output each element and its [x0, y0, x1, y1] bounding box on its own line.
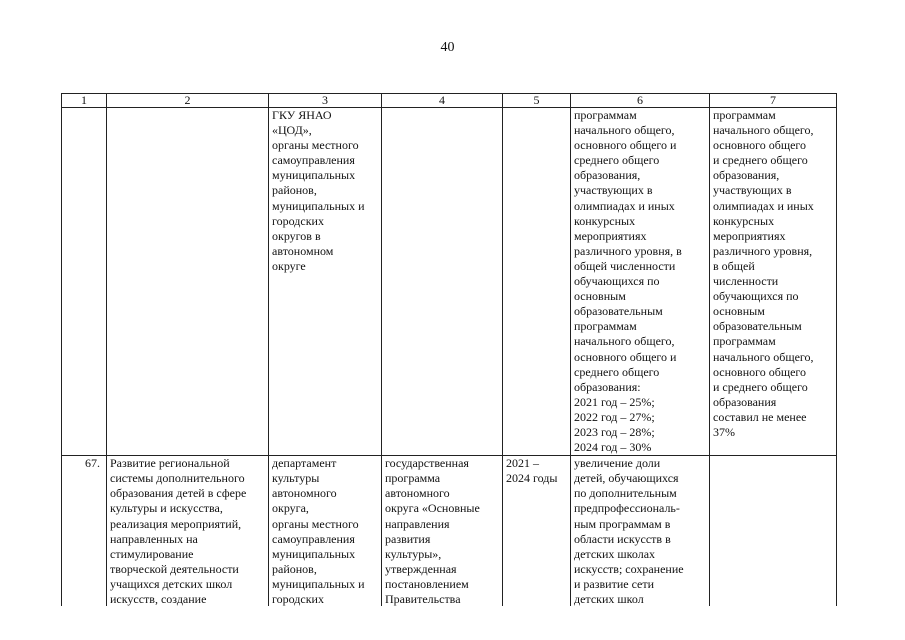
column-header: 6 — [571, 94, 710, 108]
responsible-cell: департамент культуры автономного округа, органы местного самоуправления муниципальных районов, муниципальных и городских — [269, 456, 382, 608]
period-cell: 2021 – 2024 годы — [503, 456, 571, 608]
result-cell — [710, 456, 837, 608]
result-cell: программам начального общего, основного общего и среднего общего образования, участвующих в олимпиадах и иных конкурсных мероприятиях различного уровня, в общей численности обучающихся по основным образовательным программам начального общего, основного общего и среднего общего образования составил не менее 37% — [710, 108, 837, 456]
target-cell: увеличение доли детей, обучающихся по дополнительным предпрофессиональ- ным программам в области искусств в детских школах искусств; сохранение и развитие сети детских школ — [571, 456, 710, 608]
page-number: 40 — [440, 40, 455, 55]
column-header: 5 — [503, 94, 571, 108]
column-header: 3 — [269, 94, 382, 108]
basis-cell: государственная программа автономного округа «Основные направления развития культуры», утвержденная постановлением Правительства — [382, 456, 503, 608]
document-table — [61, 93, 837, 608]
row-number-cell — [62, 108, 107, 456]
column-header: 7 — [710, 94, 837, 108]
measure-cell — [107, 108, 269, 456]
period-cell — [503, 108, 571, 456]
row-number-cell: 67. — [62, 456, 107, 608]
column-header: 1 — [62, 94, 107, 108]
target-cell: программам начального общего, основного общего и среднего общего образования, участвующих в олимпиадах и иных конкурсных мероприятиях различного уровня, в общей численности обучающихся по основным образовательным программам начального общего, основного общего и среднего общего образования: 2021 год – 25%; 2022 год – 27%; 2023 год – 28%; 2024 год – 30% — [571, 108, 710, 456]
responsible-cell: ГКУ ЯНАО «ЦОД», органы местного самоуправления муниципальных районов, муниципальных и городских округов в автономном округе — [269, 108, 382, 456]
table-row — [62, 108, 837, 456]
column-header: 2 — [107, 94, 269, 108]
basis-cell — [382, 108, 503, 456]
table-row — [62, 456, 837, 608]
table-header-row — [62, 94, 837, 108]
column-header: 4 — [382, 94, 503, 108]
page-bottom-edge — [0, 606, 905, 640]
measure-cell: Развитие региональной системы дополнительного образования детей в сфере культуры и искусства, реализация мероприятий, направленных на стимулирование творческой деятельности учащихся детских школ искусств, создание — [107, 456, 269, 608]
